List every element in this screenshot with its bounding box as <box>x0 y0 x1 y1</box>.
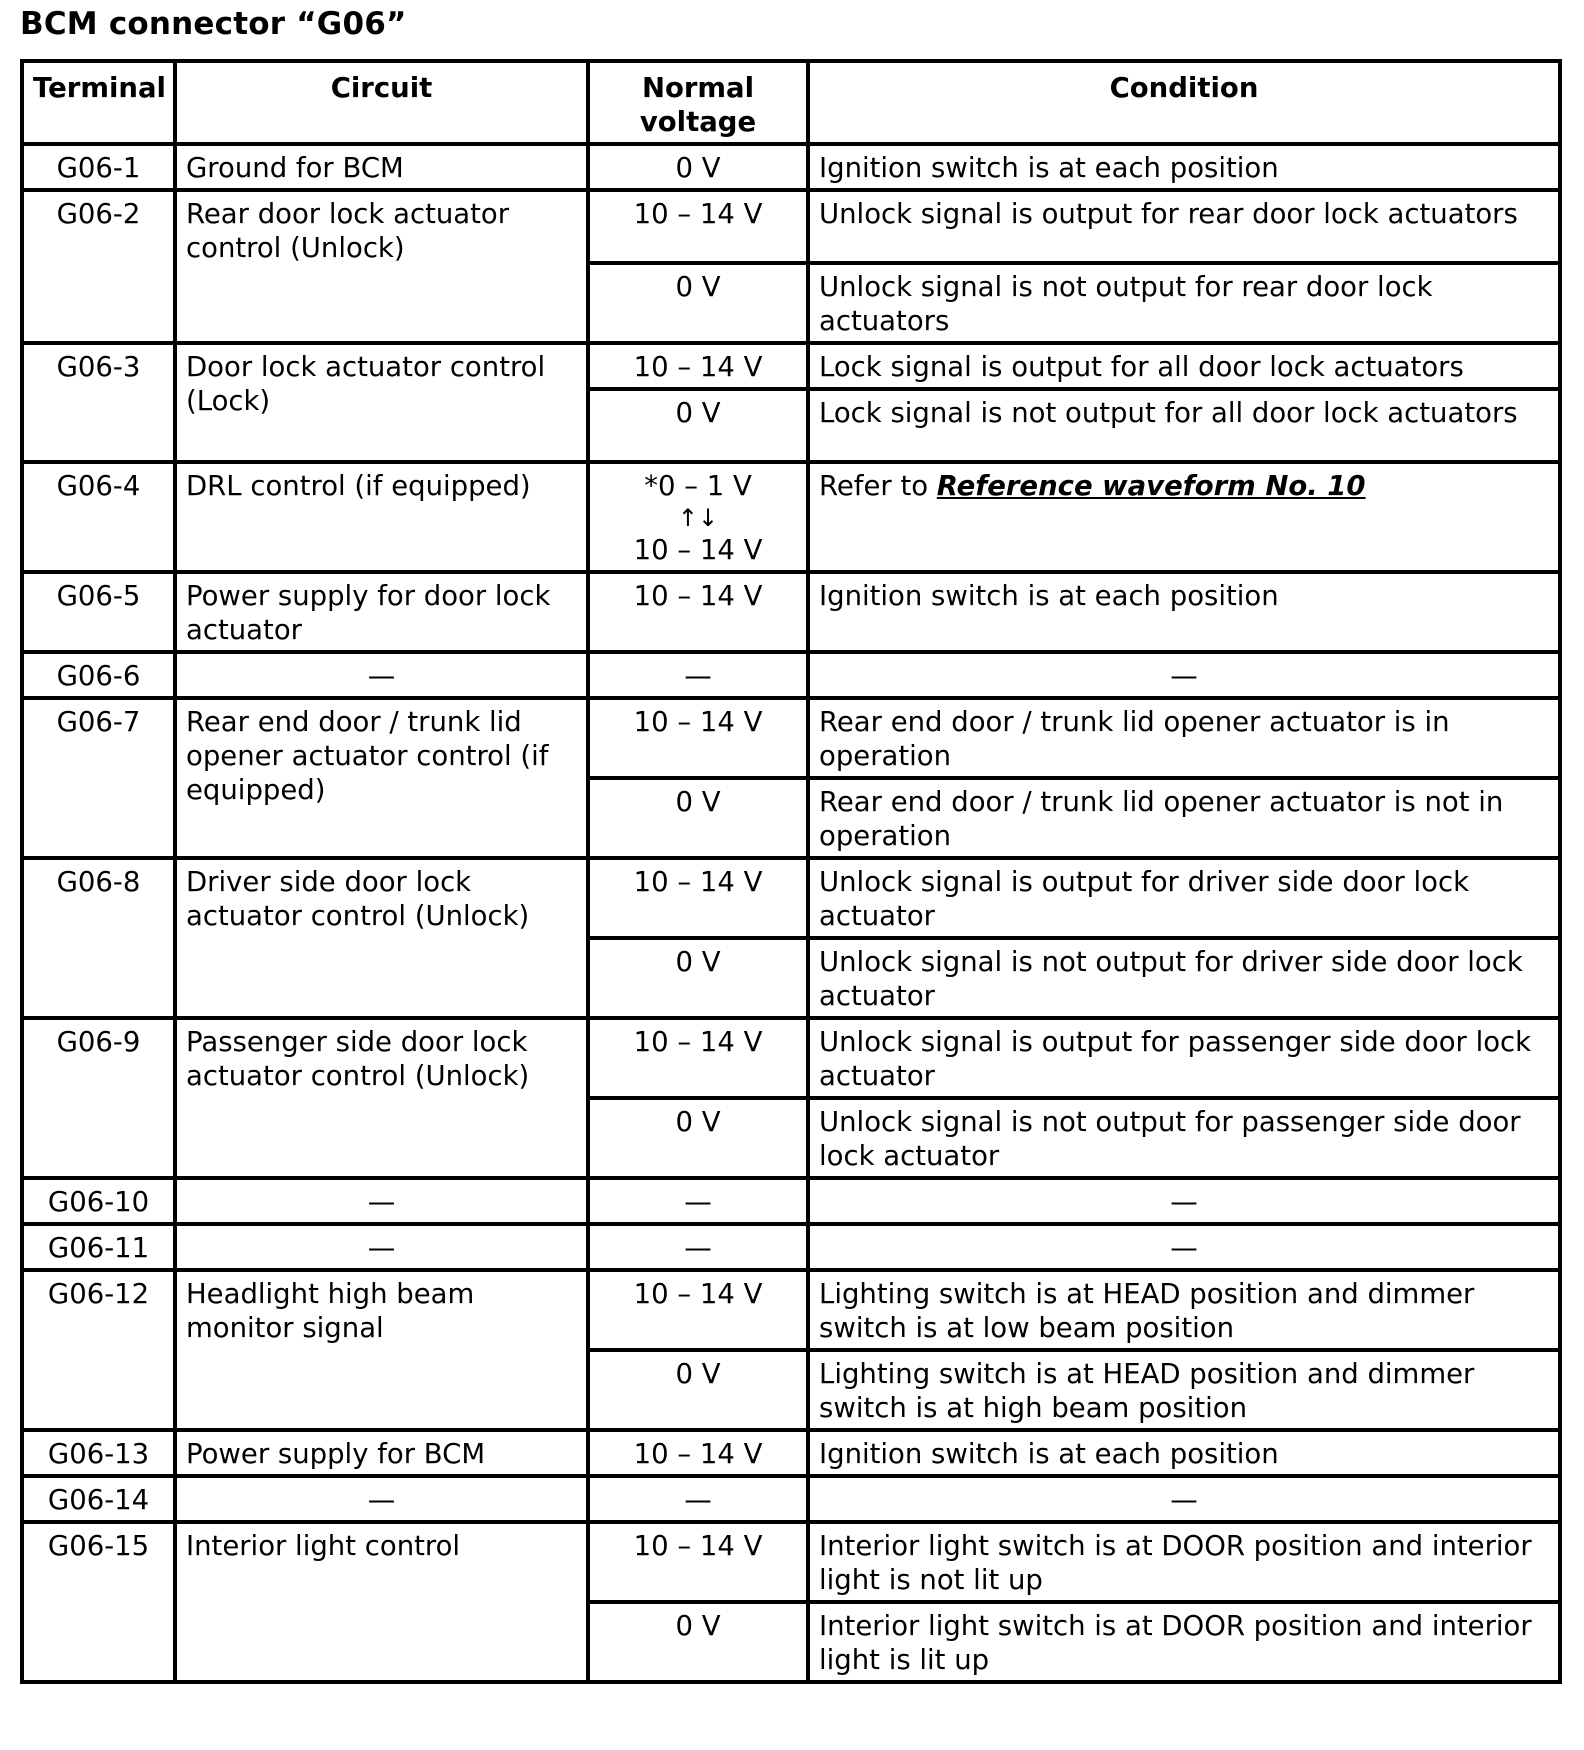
bcm-connector-table <box>20 59 1562 1684</box>
voltage-cell: 10 – 14 V <box>588 1018 808 1098</box>
voltage-cell: — <box>588 1476 808 1522</box>
table-row <box>22 1430 1560 1476</box>
condition-cell: — <box>808 1224 1560 1270</box>
voltage-cell: 10 – 14 V <box>588 343 808 389</box>
terminal-cell: G06-15 <box>22 1522 175 1682</box>
voltage-cell: — <box>588 1224 808 1270</box>
up-down-arrows-icon: ↑↓ <box>677 504 719 532</box>
voltage-cell: 0 V <box>588 1602 808 1682</box>
circuit-cell: — <box>175 1224 588 1270</box>
header-terminal: Terminal <box>22 61 175 144</box>
circuit-cell: Interior light control <box>175 1522 588 1682</box>
table-row <box>22 698 1560 778</box>
header-normal-voltage <box>588 61 808 144</box>
table-header-row <box>22 61 1560 144</box>
condition-cell: Ignition switch is at each position <box>808 1430 1560 1476</box>
terminal-cell: G06-7 <box>22 698 175 858</box>
condition-cell: Interior light switch is at DOOR position and interior light is lit up <box>808 1602 1560 1682</box>
table-row <box>22 572 1560 652</box>
header-voltage-line1: Normal <box>641 72 755 104</box>
condition-cell: Unlock signal is not output for passenger side door lock actuator <box>808 1098 1560 1178</box>
terminal-cell: G06-5 <box>22 572 175 652</box>
voltage-cell: 0 V <box>588 938 808 1018</box>
voltage-cell: 0 V <box>588 1098 808 1178</box>
terminal-cell: G06-13 <box>22 1430 175 1476</box>
table-row <box>22 1224 1560 1270</box>
voltage-cell: 10 – 14 V <box>588 1430 808 1476</box>
voltage-cell: 0 V <box>588 263 808 343</box>
terminal-cell: G06-1 <box>22 144 175 190</box>
voltage-cell: 10 – 14 V <box>588 1522 808 1602</box>
voltage-cell: 10 – 14 V <box>588 858 808 938</box>
condition-cell: Unlock signal is output for rear door lock actuators <box>808 190 1560 263</box>
voltage-cell: 0 V <box>588 144 808 190</box>
condition-cell: — <box>808 1178 1560 1224</box>
voltage-cell: 0 V <box>588 778 808 858</box>
voltage-low: *0 – 1 V <box>644 470 752 502</box>
circuit-cell: Door lock actuator control (Lock) <box>175 343 588 462</box>
table-row <box>22 1018 1560 1098</box>
page-title: BCM connector “G06” <box>20 6 407 42</box>
condition-cell: Lighting switch is at HEAD position and dimmer switch is at low beam position <box>808 1270 1560 1350</box>
table-row <box>22 144 1560 190</box>
condition-cell: — <box>808 1476 1560 1522</box>
terminal-cell: G06-3 <box>22 343 175 462</box>
terminal-cell: G06-10 <box>22 1178 175 1224</box>
terminal-cell: G06-9 <box>22 1018 175 1178</box>
condition-cell: Interior light switch is at DOOR position and interior light is not lit up <box>808 1522 1560 1602</box>
voltage-cell: 10 – 14 V <box>588 1270 808 1350</box>
condition-cell: Lock signal is not output for all door lock actuators <box>808 389 1560 462</box>
table-row <box>22 1476 1560 1522</box>
voltage-cell: — <box>588 1178 808 1224</box>
table-row <box>22 1270 1560 1350</box>
table-row <box>22 1522 1560 1602</box>
reference-waveform-link[interactable]: Reference waveform No. 10 <box>936 470 1366 502</box>
condition-cell: Rear end door / trunk lid opener actuator is not in operation <box>808 778 1560 858</box>
voltage-cell <box>588 462 808 572</box>
condition-cell: — <box>808 652 1560 698</box>
condition-cell <box>808 462 1560 572</box>
circuit-cell: — <box>175 652 588 698</box>
condition-prefix: Refer to <box>819 470 937 502</box>
terminal-cell: G06-12 <box>22 1270 175 1430</box>
circuit-cell: Headlight high beam monitor signal <box>175 1270 588 1430</box>
circuit-cell: Ground for BCM <box>175 144 588 190</box>
condition-cell: Unlock signal is output for passenger side door lock actuator <box>808 1018 1560 1098</box>
circuit-cell: — <box>175 1476 588 1522</box>
terminal-cell: G06-6 <box>22 652 175 698</box>
circuit-cell: Rear door lock actuator control (Unlock) <box>175 190 588 343</box>
table-row <box>22 652 1560 698</box>
table-row <box>22 462 1560 572</box>
voltage-cell: 0 V <box>588 389 808 462</box>
voltage-cell: 10 – 14 V <box>588 190 808 263</box>
condition-cell <box>808 343 1560 389</box>
circuit-cell: DRL control (if equipped) <box>175 462 588 572</box>
terminal-cell: G06-2 <box>22 190 175 343</box>
voltage-cell: 0 V <box>588 1350 808 1430</box>
voltage-cell: 10 – 14 V <box>588 698 808 778</box>
voltage-cell: — <box>588 652 808 698</box>
condition-cell: Unlock signal is not output for rear door lock actuators <box>808 263 1560 343</box>
table-row <box>22 190 1560 263</box>
table-row <box>22 858 1560 938</box>
table-row <box>22 1178 1560 1224</box>
terminal-cell: G06-4 <box>22 462 175 572</box>
circuit-cell: Power supply for door lock actuator <box>175 572 588 652</box>
condition-cell: Lighting switch is at HEAD position and dimmer switch is at high beam position <box>808 1350 1560 1430</box>
voltage-high: 10 – 14 V <box>633 534 763 566</box>
terminal-cell: G06-14 <box>22 1476 175 1522</box>
condition-cell: Unlock signal is not output for driver side door lock actuator <box>808 938 1560 1018</box>
terminal-cell: G06-11 <box>22 1224 175 1270</box>
condition-cell: Rear end door / trunk lid opener actuator is in operation <box>808 698 1560 778</box>
header-condition: Condition <box>808 61 1560 144</box>
circuit-cell: Passenger side door lock actuator control (Unlock) <box>175 1018 588 1178</box>
circuit-cell: — <box>175 1178 588 1224</box>
condition-cell: Ignition switch is at each position <box>808 144 1560 190</box>
circuit-cell: Driver side door lock actuator control (Unlock) <box>175 858 588 1018</box>
condition-cell: Unlock signal is output for driver side door lock actuator <box>808 858 1560 938</box>
circuit-cell: Power supply for BCM <box>175 1430 588 1476</box>
circuit-cell: Rear end door / trunk lid opener actuator control (if equipped) <box>175 698 588 858</box>
condition-text: Lock signal is output for all door lock actuators <box>819 351 1464 383</box>
condition-cell: Ignition switch is at each position <box>808 572 1560 652</box>
header-voltage-line2: voltage <box>639 106 757 138</box>
header-circuit: Circuit <box>175 61 588 144</box>
terminal-cell: G06-8 <box>22 858 175 1018</box>
voltage-cell: 10 – 14 V <box>588 572 808 652</box>
table-row <box>22 343 1560 389</box>
